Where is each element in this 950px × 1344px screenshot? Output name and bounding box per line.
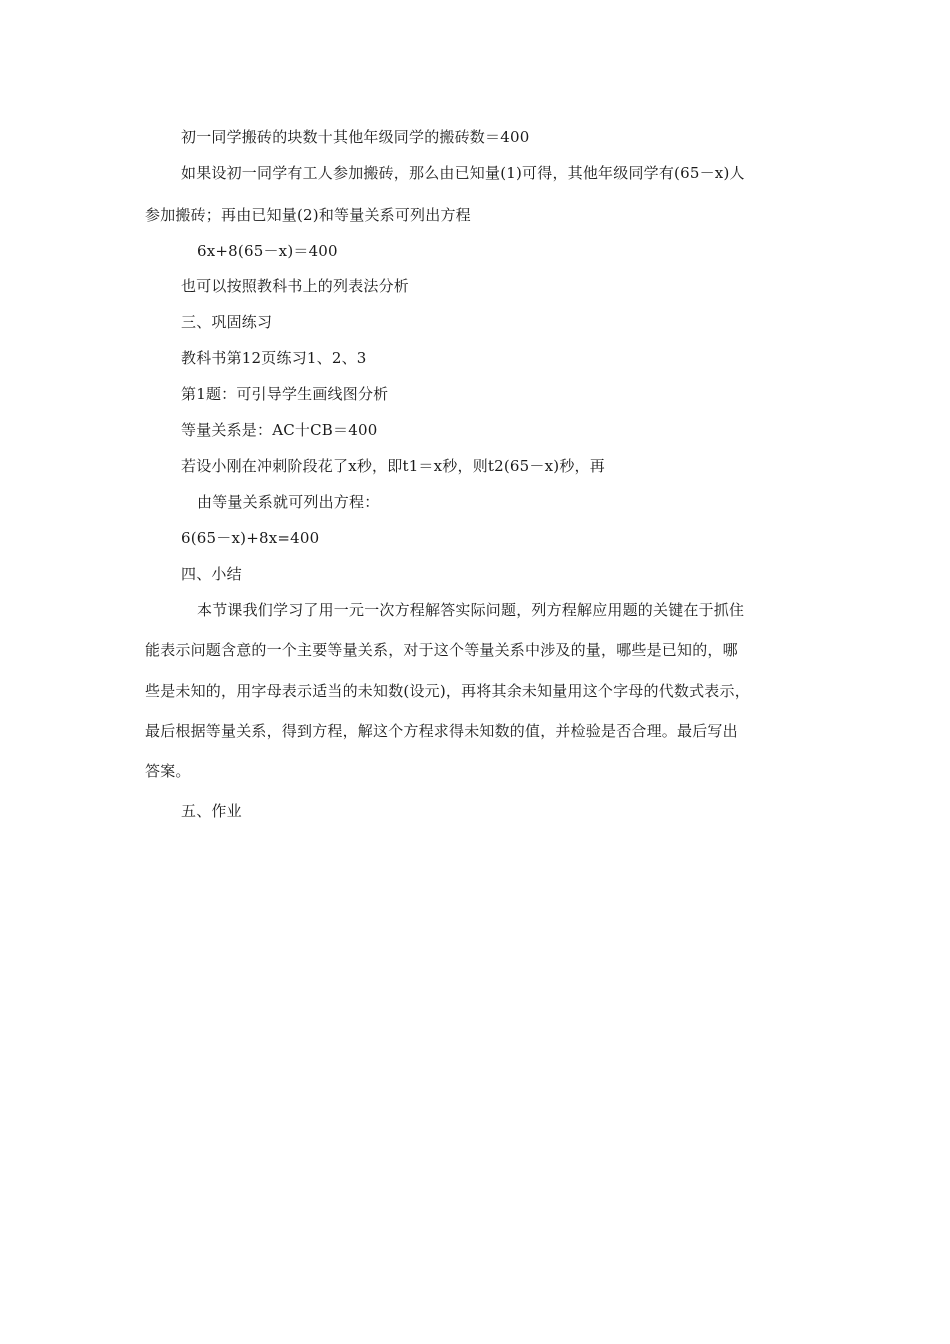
text-line-textbook-exercise: 教科书第12页练习1、2、3 — [181, 349, 367, 367]
summary-paragraph-line-2: 能表示问题含意的一个主要等量关系，对于这个等量关系中涉及的量，哪些是已知的，哪 — [145, 641, 738, 659]
text-line-assume-time: 若设小刚在冲刺阶段花了x秒，即t1＝x秒，则t2(65－x)秒，再 — [181, 457, 605, 475]
text-line-setup-cont: 参加搬砖；再由已知量(2)和等量关系可列出方程 — [145, 206, 471, 224]
equation-line-1: 6x+8(65－x)＝400 — [197, 242, 338, 260]
section-heading-summary: 四、小结 — [181, 565, 242, 583]
text-line-relation-ac-cb: 等量关系是：AC十CB＝400 — [181, 421, 378, 439]
summary-paragraph-line-1: 本节课我们学习了用一元一次方程解答实际问题，列方程解应用题的关键在于抓住 — [197, 601, 745, 619]
text-line-setup: 如果设初一同学有工人参加搬砖，那么由已知量(1)可得，其他年级同学有(65－x)人 — [181, 164, 745, 182]
text-line-equation-relation: 初一同学搬砖的块数十其他年级同学的搬砖数＝400 — [181, 128, 530, 146]
text-line-equation-intro: 由等量关系就可列出方程： — [197, 493, 380, 511]
equation-line-2: 6(65－x)+8x=400 — [181, 529, 320, 547]
text-line-question-1: 第1题：可引导学生画线图分析 — [181, 385, 389, 403]
section-heading-practice: 三、巩固练习 — [181, 313, 273, 331]
summary-paragraph-line-3: 些是未知的，用字母表示适当的未知数(设元)，再将其余未知量用这个字母的代数式表示， — [145, 682, 750, 700]
summary-paragraph-line-4: 最后根据等量关系，得到方程，解这个方程求得未知数的值，并检验是否合理。最后写出 — [145, 722, 738, 740]
summary-paragraph-line-5: 答案。 — [145, 762, 191, 780]
section-heading-homework: 五、作业 — [181, 802, 242, 820]
text-line-table-method: 也可以按照教科书上的列表法分析 — [181, 277, 410, 295]
